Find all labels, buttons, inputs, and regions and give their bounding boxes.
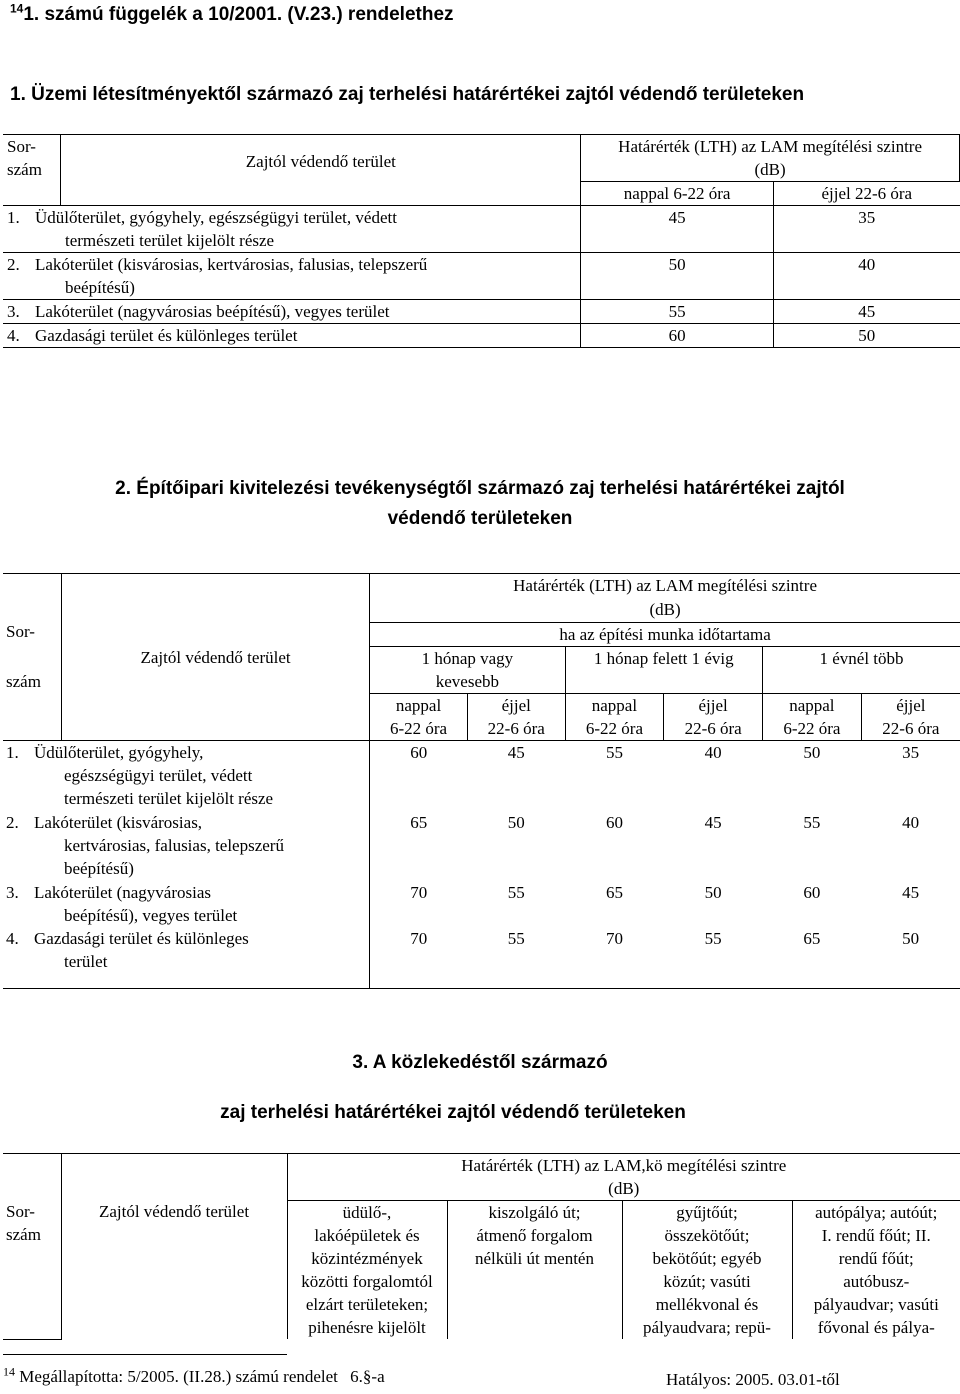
row-area-text: Üdülőterület, gyógyhely, <box>34 743 204 762</box>
footnote-mark: 14 <box>3 1364 15 1379</box>
day-label-line1: nappal <box>789 696 835 715</box>
table-row <box>3 881 960 927</box>
value-night: 45 <box>507 743 525 762</box>
road-b-line: nélküli út mentén <box>475 1249 594 1268</box>
row-no: 3. <box>7 302 20 321</box>
value-night: 55 <box>507 882 525 902</box>
value-day: 55 <box>803 812 821 832</box>
day-label-line2: 6-22 óra <box>389 719 448 738</box>
limit-line1: Határérték (LTH) az LAM megítélési szintre <box>618 137 923 156</box>
col-road-d <box>792 1201 960 1340</box>
row-no: 2. <box>6 812 19 832</box>
day-label-line1: nappal <box>591 696 638 715</box>
row-area-text2: természeti terület kijelölt része <box>65 231 275 250</box>
row-no: 2. <box>7 255 20 274</box>
row-area-text: Üdülőterület, gyógyhely, egészségügyi terület, védett <box>35 208 397 227</box>
road-c-line: gyűjtőút; <box>676 1203 738 1222</box>
value-night: 40 <box>704 743 722 762</box>
footnote-section-symbol: § <box>362 1367 372 1386</box>
row-day: 50 <box>581 253 774 300</box>
value-day: 60 <box>803 882 821 902</box>
row-area-text: Lakóterület (kisvárosias, <box>34 812 203 832</box>
value-night: 45 <box>902 882 920 902</box>
col-day <box>565 694 664 741</box>
row-area-text: természeti terület kijelölt része <box>64 789 274 808</box>
row-no: 4. <box>7 326 20 345</box>
col-road-b <box>447 1201 622 1340</box>
col-sorszam <box>3 574 61 741</box>
value-night: 45 <box>704 812 722 832</box>
col-night <box>664 694 763 741</box>
row-area-text: kertvárosias, falusias, telepszerű <box>64 835 284 855</box>
footnote-section: 6. <box>350 1367 363 1386</box>
value-day: 65 <box>410 812 428 832</box>
road-b-line: átmenő forgalom <box>476 1226 593 1245</box>
night-label-line2: 22-6 óra <box>487 719 545 738</box>
row-area-text: Gazdasági terület és különleges <box>34 928 249 948</box>
row-area <box>3 741 370 811</box>
section2-title-line2: védendő területeken <box>387 508 573 529</box>
road-a-line: pihenésre kijelölt <box>308 1318 426 1337</box>
value-day: 65 <box>763 927 862 989</box>
row-area <box>3 206 581 253</box>
period-1-line1: 1 hónap vagy <box>421 649 514 668</box>
footnote-effective: Hatályos: 2005. 03.01-től <box>666 1370 840 1389</box>
period-1-line2: kevesebb <box>435 672 499 691</box>
value-night: 35 <box>902 743 920 762</box>
section2-title <box>0 474 960 534</box>
table-row <box>3 324 960 348</box>
row-area <box>3 324 581 348</box>
value-day: 55 <box>605 743 623 762</box>
road-b-line: kiszolgáló út; <box>488 1203 581 1222</box>
row-area-text: egészségügyi terület, védett <box>64 766 253 785</box>
table-row <box>3 927 960 989</box>
section2-title-line1: 2. Építőipari kivitelezési tevékenységtől származó zaj terhelési határértékei zajtól <box>115 478 845 499</box>
row-area-text: beépítésű) <box>64 858 134 878</box>
footnote-mark: 14 <box>10 1 24 16</box>
col-night <box>467 694 565 741</box>
row-area-text: terület <box>64 951 108 971</box>
row-area-text: Lakóterület (nagyvárosias beépítésű), vegyes terület <box>35 302 390 321</box>
row-area-text: Gazdasági terület és különleges terület <box>35 326 298 345</box>
col-sorszam <box>3 135 61 206</box>
col-road-a <box>287 1201 447 1340</box>
value-day: 70 <box>410 882 428 902</box>
limit-line2: (dB) <box>754 160 786 179</box>
row-night: 45 <box>774 300 960 324</box>
col-duration: ha az építési munka időtartama <box>370 623 960 647</box>
row-night: 35 <box>774 206 960 253</box>
road-a-line: közintézmények <box>311 1249 423 1268</box>
road-c-line: összekötőút; <box>664 1226 750 1245</box>
sorszam-1: Sor- <box>6 1202 35 1221</box>
road-c-line: bekötőút; egyéb <box>652 1249 762 1268</box>
col-area: Zajtól védendő terület <box>61 574 369 741</box>
row-no: 4. <box>6 928 19 948</box>
road-c-line: pályaudvara; repü- <box>643 1318 771 1337</box>
limit-line1: Határérték (LTH) az LAM,kö megítélési szintre <box>461 1156 787 1175</box>
footnote <box>3 1364 385 1387</box>
table-row <box>3 300 960 324</box>
value-night: 55 <box>664 927 763 989</box>
sorszam-1: Sor- <box>6 622 35 641</box>
col-area: Zajtól védendő terület <box>61 135 581 206</box>
day-label-line2: 6-22 óra <box>585 719 643 738</box>
road-a-line: közötti forgalomtól <box>301 1272 433 1291</box>
road-d-line: autópálya; autóút; <box>815 1203 938 1222</box>
row-no: 3. <box>6 882 19 902</box>
sorszam-2: szám <box>7 160 42 179</box>
row-area-text2: beépítésű) <box>65 278 135 297</box>
value-day: 70 <box>370 927 468 989</box>
table-section3 <box>3 1153 960 1340</box>
table-row <box>3 741 960 811</box>
table-row <box>3 253 960 300</box>
road-d-line: I. rendű főút; II. <box>821 1226 931 1245</box>
row-day: 45 <box>581 206 774 253</box>
row-area-text: Lakóterület (kisvárosias, kertvárosias, falusias, telepszerű <box>35 255 428 274</box>
col-area: Zajtól védendő terület <box>61 1154 287 1340</box>
limit-line2: (dB) <box>608 1179 640 1198</box>
value-day: 70 <box>565 927 664 989</box>
section1-title: 1. Üzemi létesítményektől származó zaj terhelési határértékei zajtól védendő területeken <box>10 84 805 105</box>
col-road-c <box>622 1201 792 1340</box>
row-no: 1. <box>6 743 19 762</box>
value-night: 50 <box>704 882 722 902</box>
page-header <box>10 1 454 26</box>
day-label-line1: nappal <box>395 696 442 715</box>
value-night: 50 <box>861 927 960 989</box>
period-1 <box>370 647 565 694</box>
row-day: 55 <box>581 300 774 324</box>
row-day: 60 <box>581 324 774 348</box>
col-sorszam <box>3 1154 61 1340</box>
road-a-line: elzárt területeken; <box>305 1295 429 1314</box>
row-area-text: beépítésű), vegyes terület <box>64 905 238 925</box>
value-night: 55 <box>467 927 565 989</box>
table-row <box>3 206 960 253</box>
limit-line2: (dB) <box>649 600 681 619</box>
col-day <box>370 694 468 741</box>
value-day: 65 <box>605 882 623 902</box>
col-limit <box>370 574 960 623</box>
road-d-line: rendű főút; <box>838 1249 914 1268</box>
row-area <box>3 253 581 300</box>
value-night: 40 <box>902 812 920 832</box>
day-label-line2: 6-22 óra <box>783 719 841 738</box>
col-day <box>763 694 862 741</box>
road-c-line: mellékvonal és <box>655 1295 759 1314</box>
road-d-line: autóbusz- <box>843 1272 910 1291</box>
value-day: 50 <box>803 743 821 762</box>
footnote-divider <box>3 1354 287 1355</box>
road-c-line: közút; vasúti <box>663 1272 751 1291</box>
row-area <box>3 927 370 989</box>
footnote-section-suffix: -a <box>371 1367 385 1386</box>
night-label-line2: 22-6 óra <box>684 719 742 738</box>
night-label-line1: éjjel <box>698 696 728 715</box>
col-limit <box>287 1154 960 1201</box>
period-2: 1 hónap felett 1 évig <box>565 647 762 694</box>
section3-title-line1: 3. A közlekedéstől származó <box>352 1052 608 1073</box>
row-area <box>3 881 370 927</box>
table-section2 <box>3 573 960 989</box>
night-label-line2: 22-6 óra <box>882 719 940 738</box>
row-no: 1. <box>7 208 20 227</box>
col-night <box>861 694 960 741</box>
row-area-text: Lakóterület (nagyvárosias <box>34 882 212 902</box>
night-label-line1: éjjel <box>896 696 926 715</box>
appendix-title: 1. számú függelék a 10/2001. (V.23.) rendelethez <box>23 4 454 25</box>
row-night: 40 <box>774 253 960 300</box>
footnote-text: Megállapította: 5/2005. (II.28.) számú rendelet <box>19 1367 338 1386</box>
sorszam-1: Sor- <box>7 137 36 156</box>
road-a-line: lakóépületek és <box>314 1226 420 1245</box>
value-night: 50 <box>507 812 525 832</box>
table-row <box>3 811 960 881</box>
sorszam-2: szám <box>6 672 41 691</box>
section3-title-line2: zaj terhelési határértékei zajtól védendő területeken <box>220 1102 686 1123</box>
sorszam-2: szám <box>6 1225 41 1244</box>
period-3: 1 évnél több <box>763 647 960 694</box>
value-day: 60 <box>410 743 428 762</box>
row-area <box>3 300 581 324</box>
row-area <box>3 811 370 881</box>
value-day: 60 <box>605 812 623 832</box>
night-label-line1: éjjel <box>501 696 531 715</box>
table-section1 <box>3 134 960 348</box>
col-night: éjjel 22-6 óra <box>774 182 960 206</box>
road-d-line: fővonal és pálya- <box>817 1318 935 1337</box>
col-day: nappal 6-22 óra <box>581 182 774 206</box>
row-night: 50 <box>774 324 960 348</box>
road-d-line: pályaudvar; vasúti <box>813 1295 939 1314</box>
road-a-line: üdülő-, <box>342 1203 392 1222</box>
col-limit <box>581 135 960 182</box>
limit-line1: Határérték (LTH) az LAM megítélési szintre <box>513 576 817 595</box>
